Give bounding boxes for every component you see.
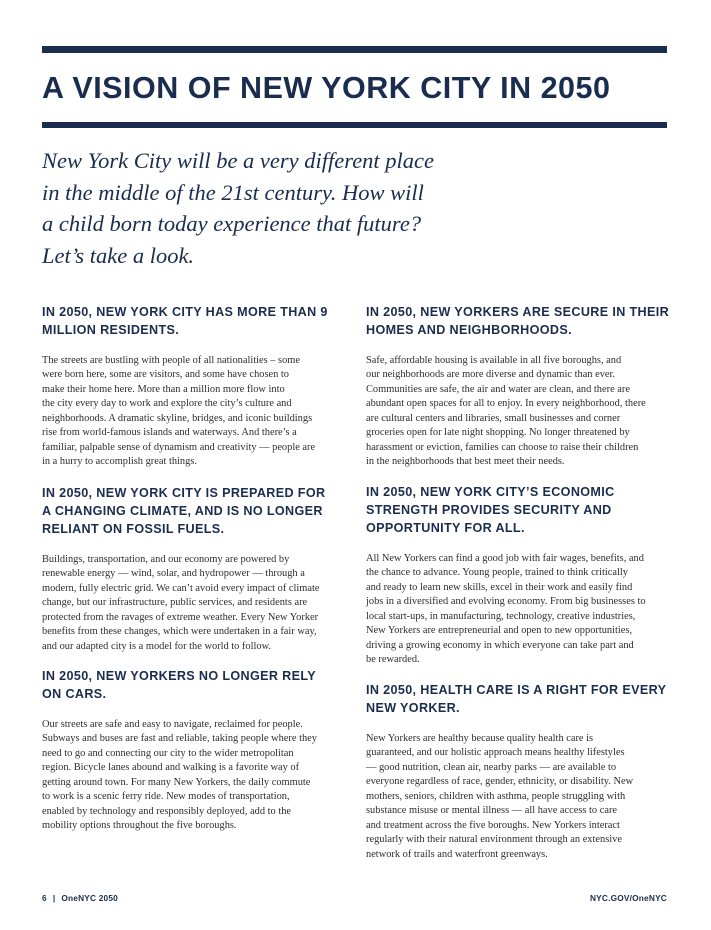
heading-line: MILLION RESIDENTS. [42,323,180,337]
body-line: were born here, some are visitors, and some have chosen to [42,369,289,381]
section-climate [42,484,342,654]
section-cars [42,667,342,834]
body-line: and ready to learn new skills, excel in their work and easily find [366,581,633,593]
body-line: regularly with their natural environment through an extensive [366,834,622,846]
body-line: harassment or eviction, families can choose to raise their children [366,441,639,453]
body-line: The streets are bustling with people of all nationalities – some [42,355,300,366]
footer-url[interactable]: NYC.GOV/OneNYC [589,893,667,903]
body-line: getting around town. For many New Yorkers, the daily commute [42,776,311,788]
body-line: benefits from these changes, which were undertaken in a fair way, [42,626,317,638]
body-line: modern, fully electric grid. We can’t avoid every impact of climate [42,582,320,594]
section-heading [366,681,666,717]
intro-line: New York City will be a very different place [42,148,435,173]
body-line: change, but our infrastructure, public services, and residents are [42,597,308,609]
body-line: guaranteed, and our holistic approach means healthy lifestyles [366,747,625,759]
body-line: everyone regardless of race, gender, ethnicity, or disability. New [366,776,634,788]
body-line: be rewarded. [366,654,420,666]
body-line: neighborhoods. A dramatic skyline, bridges, and iconic buildings [42,412,313,424]
body-line: All New Yorkers can find a good job with fair wages, benefits, and [366,553,644,564]
body-line: need to go and connecting our city to the wider metropolitan [42,747,294,759]
body-line: enabled by technology and responsibly deployed, add to the [42,805,292,817]
intro-text [42,145,482,271]
heading-line: NEW YORKER. [366,701,460,715]
heading-line: IN 2050, NEW YORKERS NO LONGER RELY [42,669,316,683]
heading-line: IN 2050, NEW YORKERS ARE SECURE IN THEIR [366,305,670,319]
body-line: New Yorkers are healthy because quality health care is [366,733,594,744]
heading-line: ON CARS. [42,687,107,701]
body-line: make their home here. More than a million more flow into [42,383,285,395]
heading-line: HOMES AND NEIGHBORHOODS. [366,323,572,337]
body-line: driving a growing economy in which everyone can take part and [366,639,634,651]
heading-line: IN 2050, HEALTH CARE IS A RIGHT FOR EVERY [366,683,667,697]
body-line: mothers, seniors, children with asthma, people struggling with [366,790,626,802]
section-body [366,354,666,470]
body-line: familiar, palpable sense of dynamism and creativity — people are [42,441,316,453]
footer-page-info [42,893,118,903]
body-line: Subways and buses are fast and reliable, taking people where they [42,733,317,745]
body-line: abundant open spaces for all to enjoy. In every neighborhood, there [366,398,646,410]
heading-line: IN 2050, NEW YORK CITY IS PREPARED FOR [42,486,326,500]
body-line: in the neighborhoods that best meet their needs. [366,456,565,468]
body-line: substance misuse or mental illness — all have access to care [366,805,618,817]
top-rule [42,46,667,53]
body-line: the city every day to work and explore the city’s culture and [42,398,292,410]
heading-line: OPPORTUNITY FOR ALL. [366,521,525,535]
publication-name: OneNYC 2050 [61,893,118,903]
section-heading [366,483,666,537]
section-heading [42,667,342,703]
heading-line: A CHANGING CLIMATE, AND IS NO LONGER [42,504,323,518]
body-line: Safe, affordable housing is available in all five boroughs, and [366,355,622,366]
section-health [366,681,666,862]
heading-line: STRENGTH PROVIDES SECURITY AND [366,503,612,517]
title-underline-rule [42,122,667,128]
section-heading [42,484,342,538]
body-line: and our adapted city is a model for the world to follow. [42,640,272,652]
body-line: the chance to advance. Young people, trained to think critically [366,567,628,579]
body-line: to work is a scenic ferry ride. New modes of transportation, [42,791,290,803]
body-line: in a hurry to accomplish great things. [42,456,197,468]
body-line: Buildings, transportation, and our economy are powered by [42,554,290,565]
section-economy [366,483,666,668]
intro-line: a child born today experience that future? [42,211,422,236]
section-body [366,732,666,862]
section-body [366,552,666,668]
footer-separator: | [52,893,56,903]
body-line: groceries open for late night shopping. No longer threatened by [366,427,630,439]
body-line: local start-ups, in manufacturing, technology, creative industries, [366,610,636,622]
body-line: — good nutrition, clean air, nearby parks — are available to [366,761,617,773]
body-line: our neighborhoods are more diverse and dynamic than ever. [366,369,616,381]
body-line: jobs in a diversified and evolving economy. From big businesses to [366,596,646,608]
body-line: protected from the ravages of extreme weather. Every New Yorker [42,611,319,623]
section-housing [366,303,670,470]
section-body [42,354,342,470]
section-body [42,718,342,834]
intro-line: Let’s take a look. [42,242,195,268]
section-body [42,553,342,654]
body-line: and treatment across the five boroughs. New Yorkers interact [366,819,620,831]
body-line: Our streets are safe and easy to navigate, reclaimed for people. [42,719,303,730]
body-line: Communities are safe, the air and water are clean, and there are [366,383,630,395]
body-line: rise from world-famous islands and waterways. And there’s a [42,427,297,439]
heading-line: IN 2050, NEW YORK CITY HAS MORE THAN 9 [42,305,328,319]
body-line: New Yorkers are entrepreneurial and open to new opportunities, [366,625,633,637]
page-title: A VISION OF NEW YORK CITY IN 2050 [42,71,611,105]
intro-line: in the middle of the 21st century. How will [42,179,424,205]
section-heading [42,303,342,339]
section-heading [366,303,670,339]
body-line: mobility options throughout the five boroughs. [42,820,237,832]
body-line: are cultural centers and libraries, small businesses and corner [366,412,621,424]
body-line: network of trails and waterfront greenways. [366,848,548,860]
body-line: renewable energy — wind, solar, and hydropower — through a [42,568,305,580]
page-number: 6 [42,893,47,903]
heading-line: IN 2050, NEW YORK CITY’S ECONOMIC [366,485,615,499]
heading-line: RELIANT ON FOSSIL FUELS. [42,522,225,536]
section-population [42,303,342,470]
body-line: region. Bicycle lanes abound and walking is a favorite way of [42,762,300,774]
